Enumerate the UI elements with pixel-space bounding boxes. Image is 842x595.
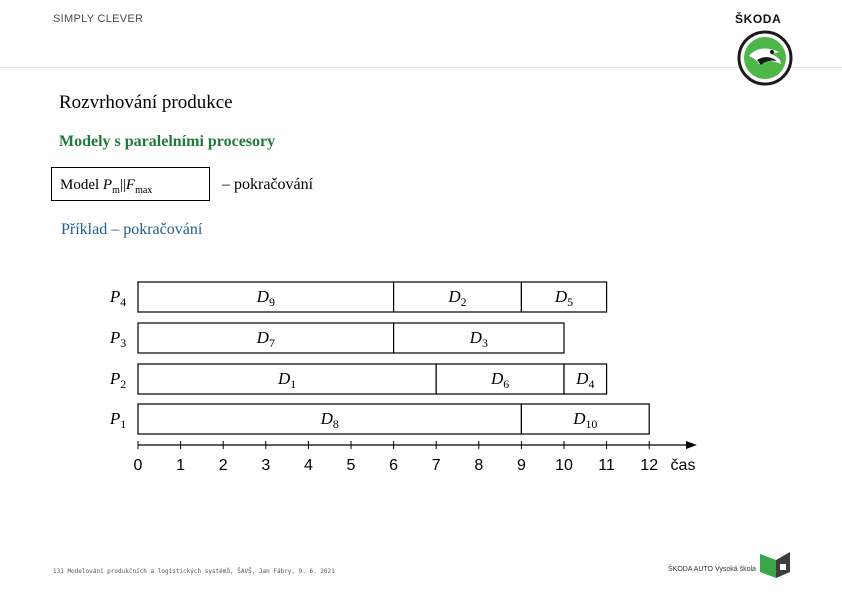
brand-slogan: SIMPLY CLEVER <box>53 13 144 25</box>
brand-name: ŠKODA <box>735 12 782 26</box>
tick-label-9: 9 <box>516 457 526 474</box>
x-axis-label: čas <box>670 457 696 474</box>
tick-label-11: 11 <box>598 457 615 474</box>
example-heading: Příklad – pokračování <box>61 221 203 238</box>
job-label-D3: $D_3$ <box>469 328 488 350</box>
tick-label-5: 5 <box>346 457 356 474</box>
tick-label-4: 4 <box>303 457 313 474</box>
machine-label-P1: $P_1$ <box>109 409 127 431</box>
machine-label-P2: $P_2$ <box>109 369 127 391</box>
tick-label-10: 10 <box>555 457 573 474</box>
page-title: Rozvrhování produkce <box>59 92 233 113</box>
job-label-D6: $D_6$ <box>490 369 510 391</box>
tick-label-12: 12 <box>640 457 659 474</box>
job-label-D9: $D_9$ <box>256 287 275 309</box>
footer-text: 131 Modelování produkčních a logistických systémů, ŠAVŠ, Jan Fábry, 9. 6. 2021 <box>53 568 335 575</box>
school-logo-icon <box>758 550 792 582</box>
job-label-D7: $D_7$ <box>256 328 275 350</box>
tick-label-2: 2 <box>218 457 228 474</box>
footer-school-name: ŠKODA AUTO Vysoká škola <box>668 566 756 573</box>
machine-label-P4: $P_4$ <box>109 287 127 309</box>
model-formula: Model $P_m||F_{max}$ <box>60 177 153 196</box>
tick-label-8: 8 <box>474 457 484 474</box>
job-label-D5: $D_5$ <box>554 287 574 309</box>
section-subtitle: Modely s paralelními procesory <box>59 133 276 150</box>
tick-label-7: 7 <box>431 457 441 474</box>
job-label-D8: $D_8$ <box>320 409 339 431</box>
tick-label-6: 6 <box>389 457 399 474</box>
tick-label-1: 1 <box>176 457 186 474</box>
job-label-D1: $D_1$ <box>277 369 297 391</box>
machine-label-P3: $P_3$ <box>109 328 127 350</box>
tick-label-0: 0 <box>133 457 143 474</box>
tick-label-3: 3 <box>261 457 271 474</box>
model-word: Model <box>60 177 100 193</box>
axis-arrow-icon <box>686 441 697 449</box>
job-label-D2: $D_2$ <box>448 287 467 309</box>
continuation-text: – pokračování <box>222 176 314 193</box>
job-label-D4: $D_4$ <box>576 369 595 391</box>
job-label-D10: $D_{10}$ <box>573 409 598 431</box>
